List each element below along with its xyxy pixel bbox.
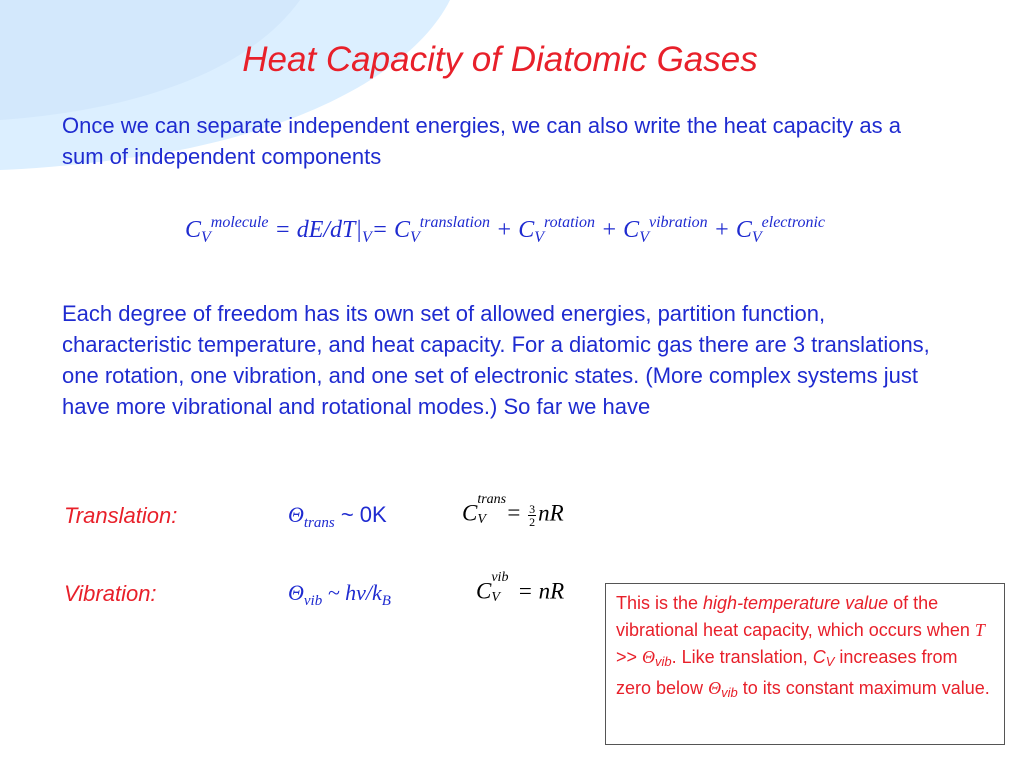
note-box: This is the high-temperature value of the vibrational heat capacity, which occurs when $T >> \Theta_{vib}$. Like translation, $C_V$ increases from zero below $\Theta_{vib}$ to its constant maximum value. [605,583,1005,745]
translation-cv-formula: C trans V = $\frac{3}{2}$ nR [462,492,564,529]
vibration-cv-formula: C vib V = nR [476,570,565,605]
body-paragraph: Each degree of freedom has its own set of allowed energies, partition function, characteristic temperature, and heat capacity. For a diatomic gas there are 3 translations, one rotation, one vibration, and one set of electronic states. (More complex systems just have more vibrational and rotational modes.) So far we have [62,301,930,419]
slide-title: Heat Capacity of Diatomic Gases [242,40,758,79]
translation-label: Translation: [64,503,178,528]
translation-theta: $\Theta_{trans}$ ~ 0K [288,502,387,531]
vibration-label: Vibration: [64,581,157,606]
heat-capacity-equation: $C_V^{molecule} = dE/dT|_V= C_V^{translation} + C_V^{rotation} + C_V^{vibration} + C_V^{electronic}$ [184,214,826,246]
three-halves-fraction: $\frac{3}{2}$ [529,501,536,529]
intro-paragraph: Once we can separate independent energies, we can also write the heat capacity as a sum of independent components [62,113,901,169]
vibration-theta: $\Theta_{vib}$ ~ $h\nu/k_B$ [288,580,391,609]
